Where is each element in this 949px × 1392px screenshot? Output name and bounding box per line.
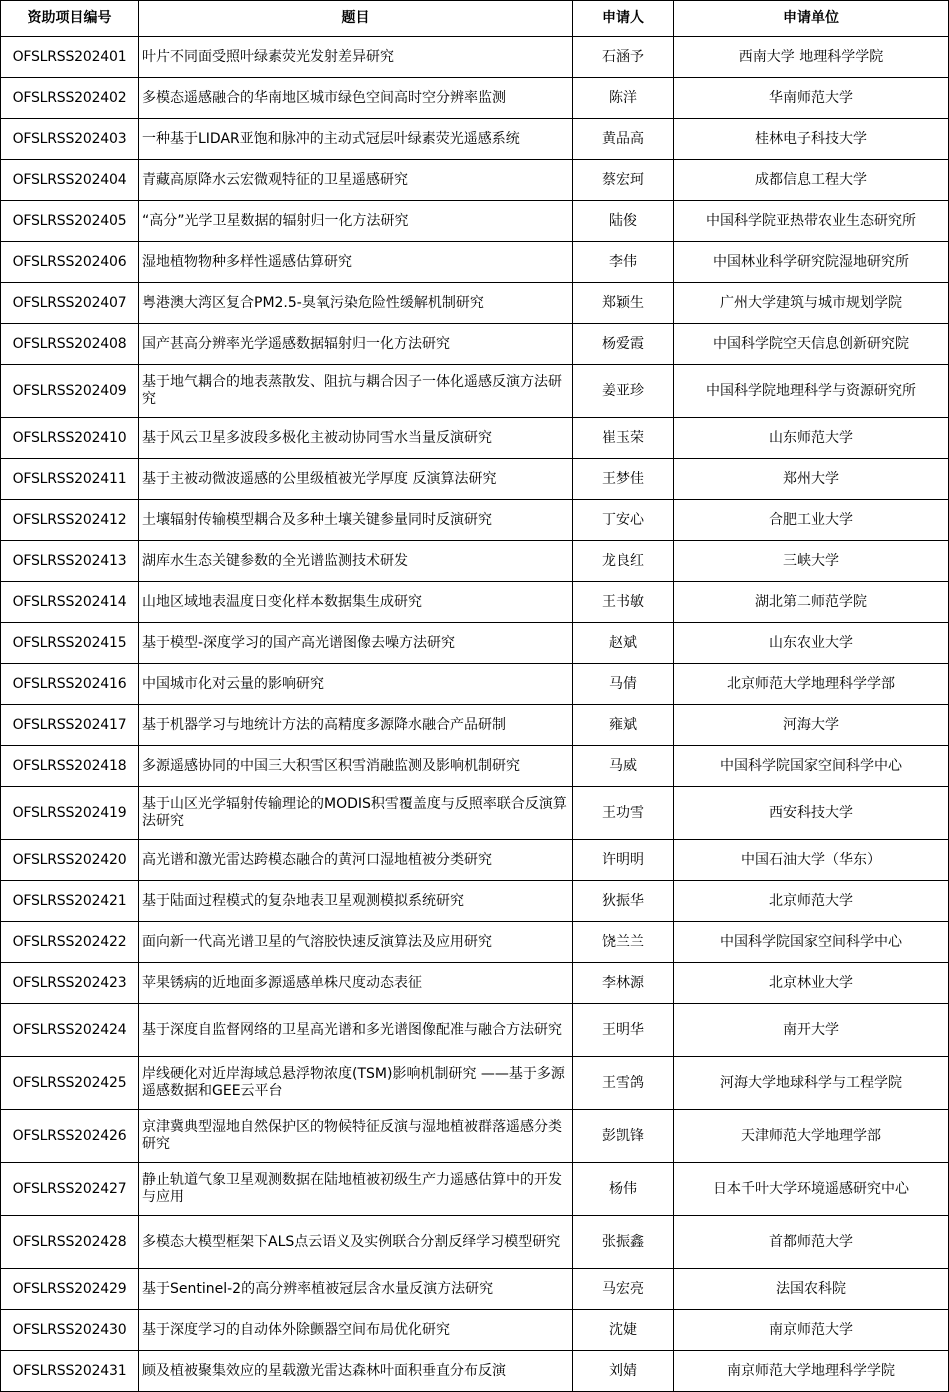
applicant-cell: 雍斌	[573, 705, 674, 746]
applicant-cell: 杨爱霞	[573, 324, 674, 365]
applicant-cell: 郑颖生	[573, 283, 674, 324]
project-title-cell: 基于地气耦合的地表蒸散发、阻抗与耦合因子一体化遥感反演方法研究	[139, 365, 573, 418]
table-row	[1, 963, 949, 1004]
table-row	[1, 418, 949, 459]
project-id-cell: OFSLRSS202406	[1, 242, 139, 283]
applicant-cell: 许明明	[573, 840, 674, 881]
project-title-cell: 静止轨道气象卫星观测数据在陆地植被初级生产力遥感估算中的开发与应用	[139, 1163, 573, 1216]
project-id-cell: OFSLRSS202424	[1, 1004, 139, 1057]
project-id-cell: OFSLRSS202420	[1, 840, 139, 881]
applicant-cell: 马宏亮	[573, 1269, 674, 1310]
project-id-cell: OFSLRSS202404	[1, 160, 139, 201]
project-id-cell: OFSLRSS202408	[1, 324, 139, 365]
unit-cell: 中国林业科学研究院湿地研究所	[674, 242, 949, 283]
project-id-cell: OFSLRSS202415	[1, 623, 139, 664]
header-applicant: 申请人	[573, 1, 674, 37]
project-title-cell: 粤港澳大湾区复合PM2.5-臭氧污染危险性缓解机制研究	[139, 283, 573, 324]
unit-cell: 北京林业大学	[674, 963, 949, 1004]
table-row	[1, 541, 949, 582]
table-row	[1, 1004, 949, 1057]
applicant-cell: 王梦佳	[573, 459, 674, 500]
applicant-cell: 狄振华	[573, 881, 674, 922]
applicant-cell: 姜亚珍	[573, 365, 674, 418]
project-title-cell: 多源遥感协同的中国三大积雪区积雪消融监测及影响机制研究	[139, 746, 573, 787]
header-row	[1, 1, 949, 37]
project-title-cell: 基于主被动微波遥感的公里级植被光学厚度 反演算法研究	[139, 459, 573, 500]
table-row	[1, 459, 949, 500]
project-title-cell: 多模态遥感融合的华南地区城市绿色空间高时空分辨率监测	[139, 78, 573, 119]
table-row	[1, 582, 949, 623]
project-id-cell: OFSLRSS202426	[1, 1110, 139, 1163]
applicant-cell: 沈婕	[573, 1310, 674, 1351]
applicant-cell: 陈洋	[573, 78, 674, 119]
applicant-cell: 石涵予	[573, 37, 674, 78]
table-row	[1, 324, 949, 365]
applicant-cell: 王雪鸽	[573, 1057, 674, 1110]
table-row	[1, 365, 949, 418]
applicant-cell: 马倩	[573, 664, 674, 705]
project-title-cell: 叶片不同面受照叶绿素荧光发射差异研究	[139, 37, 573, 78]
unit-cell: 天津师范大学地理学部	[674, 1110, 949, 1163]
table-row	[1, 705, 949, 746]
project-id-cell: OFSLRSS202416	[1, 664, 139, 705]
applicant-cell: 黄品高	[573, 119, 674, 160]
applicant-cell: 饶兰兰	[573, 922, 674, 963]
project-title-cell: 基于风云卫星多波段多极化主被动协同雪水当量反演研究	[139, 418, 573, 459]
applicant-cell: 王功雪	[573, 787, 674, 840]
project-title-cell: 基于陆面过程模式的复杂地表卫星观测模拟系统研究	[139, 881, 573, 922]
project-id-cell: OFSLRSS202405	[1, 201, 139, 242]
project-id-cell: OFSLRSS202413	[1, 541, 139, 582]
project-id-cell: OFSLRSS202407	[1, 283, 139, 324]
unit-cell: 北京师范大学	[674, 881, 949, 922]
applicant-cell: 陆俊	[573, 201, 674, 242]
unit-cell: 南京师范大学	[674, 1310, 949, 1351]
unit-cell: 中国科学院国家空间科学中心	[674, 922, 949, 963]
project-title-cell: 青藏高原降水云宏微观特征的卫星遥感研究	[139, 160, 573, 201]
header-unit: 申请单位	[674, 1, 949, 37]
project-id-cell: OFSLRSS202423	[1, 963, 139, 1004]
table-row	[1, 922, 949, 963]
project-id-cell: OFSLRSS202419	[1, 787, 139, 840]
project-id-cell: OFSLRSS202414	[1, 582, 139, 623]
project-title-cell: 基于深度自监督网络的卫星高光谱和多光谱图像配准与融合方法研究	[139, 1004, 573, 1057]
project-title-cell: 一种基于LIDAR亚饱和脉冲的主动式冠层叶绿素荧光遥感系统	[139, 119, 573, 160]
table-row	[1, 1351, 949, 1392]
unit-cell: 山东农业大学	[674, 623, 949, 664]
project-title-cell: 基于机器学习与地统计方法的高精度多源降水融合产品研制	[139, 705, 573, 746]
project-title-cell: 国产甚高分辨率光学遥感数据辐射归一化方法研究	[139, 324, 573, 365]
project-title-cell: 基于山区光学辐射传输理论的MODIS积雪覆盖度与反照率联合反演算法研究	[139, 787, 573, 840]
project-title-cell: 山地区域地表温度日变化样本数据集生成研究	[139, 582, 573, 623]
table-row	[1, 1216, 949, 1269]
table-row	[1, 283, 949, 324]
table-row	[1, 1269, 949, 1310]
project-id-cell: OFSLRSS202418	[1, 746, 139, 787]
project-title-cell: 京津冀典型湿地自然保护区的物候特征反演与湿地植被群落遥感分类研究	[139, 1110, 573, 1163]
project-id-cell: OFSLRSS202412	[1, 500, 139, 541]
unit-cell: 中国科学院亚热带农业生态研究所	[674, 201, 949, 242]
applicant-cell: 马威	[573, 746, 674, 787]
project-title-cell: 顾及植被聚集效应的星载激光雷达森林叶面积垂直分布反演	[139, 1351, 573, 1392]
unit-cell: 河海大学	[674, 705, 949, 746]
applicant-cell: 王明华	[573, 1004, 674, 1057]
applicant-cell: 刘婧	[573, 1351, 674, 1392]
project-id-cell: OFSLRSS202410	[1, 418, 139, 459]
table-row	[1, 1163, 949, 1216]
project-title-cell: 面向新一代高光谱卫星的气溶胶快速反演算法及应用研究	[139, 922, 573, 963]
table-row	[1, 500, 949, 541]
unit-cell: 西安科技大学	[674, 787, 949, 840]
unit-cell: 首都师范大学	[674, 1216, 949, 1269]
project-title-cell: 基于Sentinel-2的高分辨率植被冠层含水量反演方法研究	[139, 1269, 573, 1310]
table-row	[1, 37, 949, 78]
project-id-cell: OFSLRSS202425	[1, 1057, 139, 1110]
table-row	[1, 160, 949, 201]
unit-cell: 合肥工业大学	[674, 500, 949, 541]
unit-cell: 郑州大学	[674, 459, 949, 500]
unit-cell: 湖北第二师范学院	[674, 582, 949, 623]
table-row	[1, 787, 949, 840]
unit-cell: 日本千叶大学环境遥感研究中心	[674, 1163, 949, 1216]
project-title-cell: 基于深度学习的自动体外除颤器空间布局优化研究	[139, 1310, 573, 1351]
project-id-cell: OFSLRSS202401	[1, 37, 139, 78]
header-title: 题目	[139, 1, 573, 37]
table-row	[1, 840, 949, 881]
project-title-cell: 基于模型-深度学习的国产高光谱图像去噪方法研究	[139, 623, 573, 664]
applicant-cell: 丁安心	[573, 500, 674, 541]
project-id-cell: OFSLRSS202403	[1, 119, 139, 160]
table-row	[1, 881, 949, 922]
project-id-cell: OFSLRSS202402	[1, 78, 139, 119]
project-title-cell: 高光谱和激光雷达跨模态融合的黄河口湿地植被分类研究	[139, 840, 573, 881]
project-title-cell: 湿地植物物种多样性遥感估算研究	[139, 242, 573, 283]
table-row	[1, 242, 949, 283]
project-title-cell: 中国城市化对云量的影响研究	[139, 664, 573, 705]
unit-cell: 桂林电子科技大学	[674, 119, 949, 160]
applicant-cell: 李林源	[573, 963, 674, 1004]
unit-cell: 山东师范大学	[674, 418, 949, 459]
table-row	[1, 746, 949, 787]
project-id-cell: OFSLRSS202409	[1, 365, 139, 418]
project-id-cell: OFSLRSS202422	[1, 922, 139, 963]
project-title-cell: 苹果锈病的近地面多源遥感单株尺度动态表征	[139, 963, 573, 1004]
table-row	[1, 664, 949, 705]
table-row	[1, 1110, 949, 1163]
project-id-cell: OFSLRSS202411	[1, 459, 139, 500]
project-title-cell: 岸线硬化对近岸海域总悬浮物浓度(TSM)影响机制研究 ——基于多源遥感数据和GEE云平台	[139, 1057, 573, 1110]
table-row	[1, 1057, 949, 1110]
project-id-cell: OFSLRSS202428	[1, 1216, 139, 1269]
table-row	[1, 78, 949, 119]
table-body	[1, 37, 949, 1392]
unit-cell: 法国农科院	[674, 1269, 949, 1310]
project-id-cell: OFSLRSS202431	[1, 1351, 139, 1392]
project-id-cell: OFSLRSS202429	[1, 1269, 139, 1310]
unit-cell: 三峡大学	[674, 541, 949, 582]
applicant-cell: 杨伟	[573, 1163, 674, 1216]
unit-cell: 南开大学	[674, 1004, 949, 1057]
applicant-cell: 蔡宏珂	[573, 160, 674, 201]
unit-cell: 广州大学建筑与城市规划学院	[674, 283, 949, 324]
applicant-cell: 张振鑫	[573, 1216, 674, 1269]
unit-cell: 北京师范大学地理科学学部	[674, 664, 949, 705]
unit-cell: 中国科学院地理科学与资源研究所	[674, 365, 949, 418]
header-project-id: 资助项目编号	[1, 1, 139, 37]
project-title-cell: 多模态大模型框架下ALS点云语义及实例联合分割反绎学习模型研究	[139, 1216, 573, 1269]
project-title-cell: 土壤辐射传输模型耦合及多种土壤关键参量同时反演研究	[139, 500, 573, 541]
applicant-cell: 李伟	[573, 242, 674, 283]
applicant-cell: 彭凯锋	[573, 1110, 674, 1163]
unit-cell: 成都信息工程大学	[674, 160, 949, 201]
project-title-cell: 湖库水生态关键参数的全光谱监测技术研发	[139, 541, 573, 582]
table-row	[1, 1310, 949, 1351]
project-id-cell: OFSLRSS202417	[1, 705, 139, 746]
unit-cell: 河海大学地球科学与工程学院	[674, 1057, 949, 1110]
unit-cell: 西南大学 地理科学学院	[674, 37, 949, 78]
unit-cell: 中国科学院空天信息创新研究院	[674, 324, 949, 365]
project-id-cell: OFSLRSS202430	[1, 1310, 139, 1351]
unit-cell: 南京师范大学地理科学学院	[674, 1351, 949, 1392]
table-row	[1, 119, 949, 160]
applicant-cell: 龙良红	[573, 541, 674, 582]
applicant-cell: 崔玉荣	[573, 418, 674, 459]
applicant-cell: 王书敏	[573, 582, 674, 623]
unit-cell: 中国石油大学（华东）	[674, 840, 949, 881]
project-title-cell: “高分”光学卫星数据的辐射归一化方法研究	[139, 201, 573, 242]
project-id-cell: OFSLRSS202421	[1, 881, 139, 922]
project-id-cell: OFSLRSS202427	[1, 1163, 139, 1216]
unit-cell: 华南师范大学	[674, 78, 949, 119]
unit-cell: 中国科学院国家空间科学中心	[674, 746, 949, 787]
table-row	[1, 623, 949, 664]
table-row	[1, 201, 949, 242]
applicant-cell: 赵斌	[573, 623, 674, 664]
